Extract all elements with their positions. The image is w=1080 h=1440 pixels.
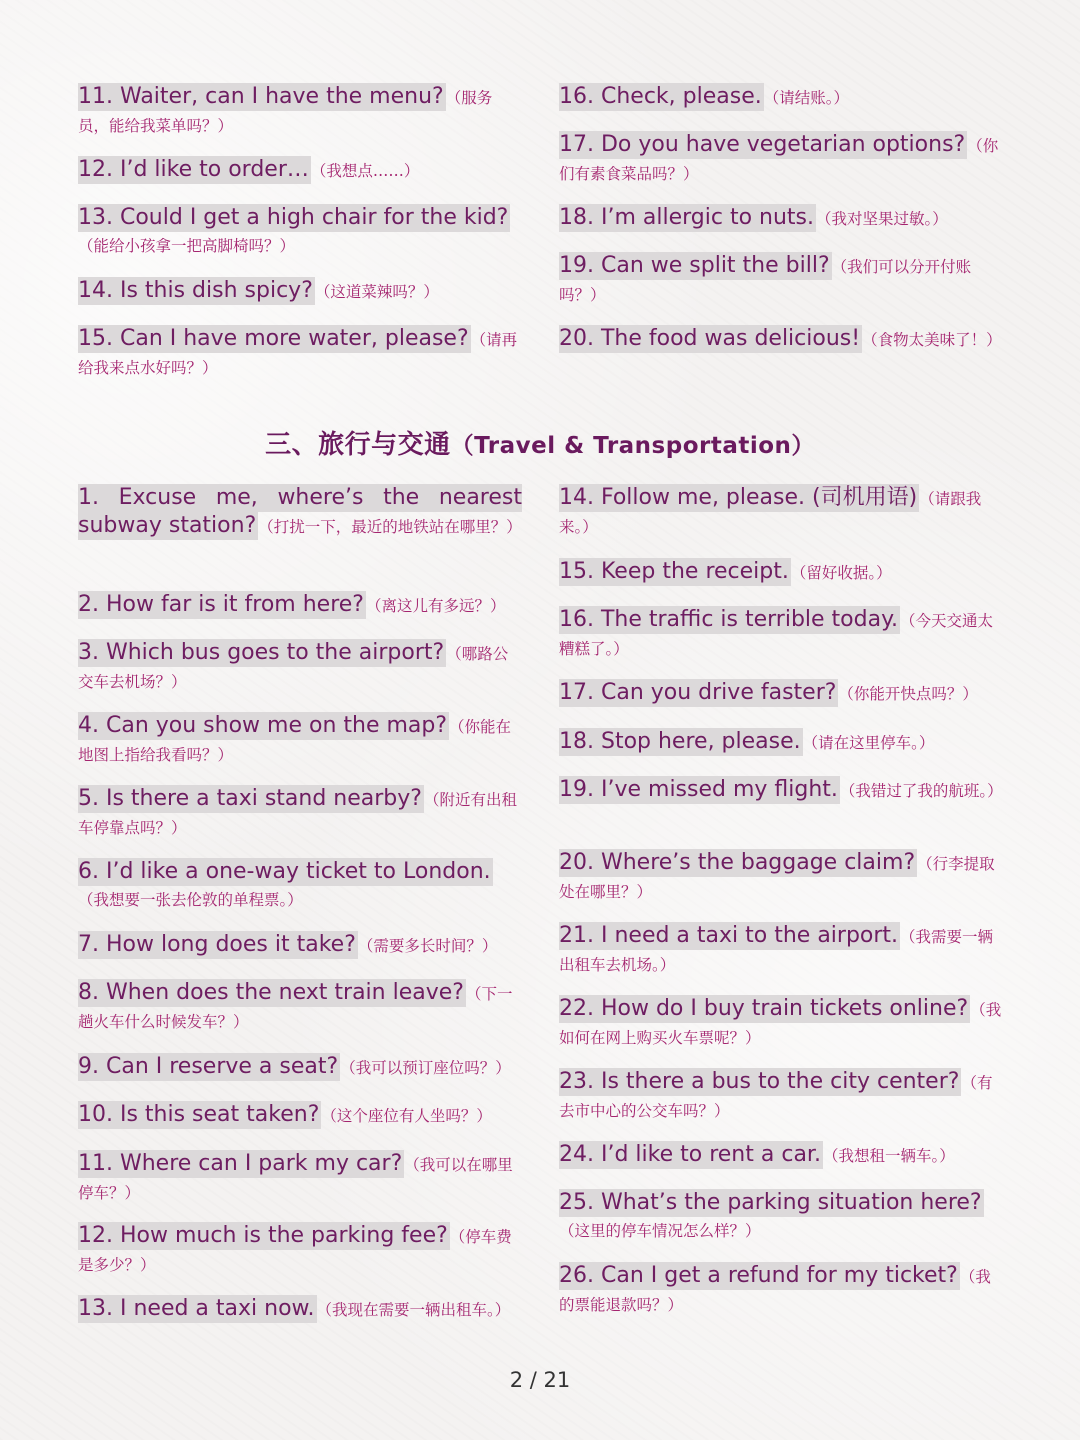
- phrase-entry: [78, 83, 522, 140]
- phrase-entry: [559, 728, 1003, 757]
- phrase-english: 14. Follow me, please. (司机用语): [559, 485, 918, 510]
- phrase-english: 17. Can you drive faster?: [559, 680, 837, 705]
- phrase-entry: [559, 204, 1003, 233]
- phrase-entry: [78, 1101, 522, 1130]
- phrase-entry: [78, 931, 522, 960]
- phrase-english: 6. I’d like a one-way ticket to London.: [78, 859, 491, 884]
- phrase-entry: [78, 712, 522, 769]
- phrase-chinese: （你能在地图上指给我看吗？）: [78, 718, 512, 764]
- phrase-entry: [559, 484, 1003, 541]
- phrase-english: 12. How much is the parking fee?: [78, 1223, 448, 1248]
- phrase-chinese: （能给小孩拿一把高脚椅吗？）: [78, 237, 296, 255]
- phrase-english: 18. Stop here, please.: [559, 729, 801, 754]
- phrase-english: 16. Check, please.: [559, 84, 762, 109]
- phrase-chinese: （我对坚果过敏。）: [816, 210, 948, 228]
- phrase-english: 26. Can I get a refund for my ticket?: [559, 1263, 958, 1288]
- section-heading: [0, 424, 1080, 461]
- phrase-english: 13. Could I get a high chair for the kid?: [78, 205, 509, 230]
- phrase-entry: [78, 1053, 522, 1082]
- phrase-english: 20. The food was delicious!: [559, 326, 861, 351]
- phrase-entry: [78, 639, 522, 696]
- phrase-entry: [559, 606, 1003, 663]
- phrase-entry: [78, 785, 522, 842]
- phrase-entry: [559, 922, 1003, 979]
- phrase-english: 17. Do you have vegetarian options?: [559, 132, 966, 157]
- phrase-english: 24. I’d like to rent a car.: [559, 1142, 821, 1167]
- phrase-chinese: （附近有出租车停靠点吗？）: [78, 791, 517, 837]
- phrase-english: 12. I’d like to order…: [78, 157, 309, 182]
- phrase-chinese: （我现在需要一辆出租车。）: [316, 1301, 511, 1319]
- phrase-english: 1. Excuse me, where’s the nearest subway station?: [78, 485, 522, 538]
- phrase-chinese: （我需要一辆出租车去机场。）: [559, 928, 994, 974]
- phrase-entry: [78, 858, 522, 914]
- phrase-chinese: （停车费是多少？）: [78, 1228, 512, 1274]
- phrase-chinese: （这道菜辣吗？）: [314, 283, 439, 301]
- phrase-chinese: （我可以在哪里停车？）: [78, 1156, 513, 1202]
- phrase-chinese: （留好收据。）: [790, 564, 892, 582]
- phrase-chinese: （我们可以分开付账吗？）: [559, 258, 972, 304]
- section-heading-chinese: 三、旅行与交通: [265, 430, 451, 460]
- phrase-entry: [559, 995, 1003, 1052]
- phrase-english: 10. Is this seat taken?: [78, 1102, 320, 1127]
- phrase-chinese: （请再给我来点水好吗？）: [78, 331, 518, 377]
- phrase-chinese: （我想要一张去伦敦的单程票。）: [78, 891, 303, 909]
- phrase-entry: [559, 849, 1003, 906]
- phrase-english: 4. Can you show me on the map?: [78, 713, 448, 738]
- phrase-english: 15. Can I have more water, please?: [78, 326, 469, 351]
- section-heading-english: （Travel & Transportation）: [450, 433, 815, 459]
- phrase-chinese: （请跟我来。）: [559, 490, 982, 536]
- phrase-english: 13. I need a taxi now.: [78, 1296, 315, 1321]
- phrase-english: 3. Which bus goes to the airport?: [78, 640, 445, 665]
- phrase-chinese: （打扰一下，最近的地铁站在哪里？）: [258, 518, 522, 536]
- phrase-chinese: （我的票能退款吗？）: [559, 1268, 991, 1314]
- phrase-entry: [559, 252, 1003, 309]
- phrase-chinese: （我错过了我的航班。）: [839, 782, 1003, 800]
- phrase-entry: [559, 131, 1003, 188]
- phrase-entry: [559, 1068, 1003, 1125]
- phrase-chinese: （请结账。）: [763, 89, 849, 107]
- phrase-entry: [559, 558, 1003, 587]
- phrase-entry: [559, 1189, 1003, 1245]
- phrase-entry: [78, 156, 522, 185]
- phrase-english: 11. Where can I park my car?: [78, 1151, 403, 1176]
- phrase-english: 7. How long does it take?: [78, 932, 356, 957]
- phrase-chinese: （有去市中心的公交车吗？）: [559, 1074, 993, 1120]
- phrase-chinese: （我想点……）: [310, 162, 420, 180]
- phrase-chinese: （今天交通太糟糕了。）: [559, 612, 993, 658]
- phrase-entry: [78, 1150, 522, 1207]
- phrase-english: 14. Is this dish spicy?: [78, 278, 313, 303]
- phrase-entry: [78, 591, 522, 620]
- phrase-entry: [78, 1295, 522, 1324]
- phrase-entry: [78, 325, 522, 382]
- phrase-chinese: （离这儿有多远？）: [365, 597, 506, 615]
- phrase-chinese: （食物太美味了！）: [862, 331, 1002, 349]
- phrase-english: 8. When does the next train leave?: [78, 980, 464, 1005]
- phrase-english: 19. Can we split the bill?: [559, 253, 830, 278]
- phrase-entry: [78, 979, 522, 1036]
- phrase-chinese: （你们有素食菜品吗？）: [559, 137, 999, 183]
- phrase-chinese: （这个座位有人坐吗？）: [321, 1107, 492, 1125]
- phrase-english: 15. Keep the receipt.: [559, 559, 789, 584]
- phrase-entry: [559, 325, 1003, 354]
- phrase-english: 25. What’s the parking situation here?: [559, 1190, 982, 1215]
- phrase-english: 20. Where’s the baggage claim?: [559, 850, 916, 875]
- phrase-chinese: （需要多长时间？）: [357, 937, 498, 955]
- phrase-english: 9. Can I reserve a seat?: [78, 1054, 339, 1079]
- phrase-english: 22. How do I buy train tickets online?: [559, 996, 969, 1021]
- phrase-entry: [559, 1262, 1003, 1319]
- phrase-entry: [559, 679, 1003, 708]
- phrase-entry: [559, 83, 1003, 112]
- page-indicator: 2 / 21: [509, 1368, 571, 1392]
- phrase-entry: [559, 776, 1003, 805]
- phrase-chinese: （行李提取处在哪里？）: [559, 855, 995, 901]
- phrase-chinese: （哪路公交车去机场？）: [78, 645, 509, 691]
- phrase-english: 21. I need a taxi to the airport.: [559, 923, 899, 948]
- phrase-english: 19. I’ve missed my flight.: [559, 777, 838, 802]
- phrase-english: 23. Is there a bus to the city center?: [559, 1069, 960, 1094]
- phrase-chinese: （下一趟火车什么时候发车？）: [78, 985, 513, 1031]
- phrase-chinese: （这里的停车情况怎么样？）: [559, 1222, 761, 1240]
- phrase-chinese: （服务员，能给我菜单吗？）: [78, 89, 493, 135]
- phrase-english: 2. How far is it from here?: [78, 592, 364, 617]
- phrase-english: 18. I’m allergic to nuts.: [559, 205, 814, 230]
- phrase-chinese: （请在这里停车。）: [802, 734, 935, 752]
- phrase-entry: [78, 204, 522, 260]
- phrase-chinese: （我想租一辆车。）: [822, 1147, 955, 1165]
- phrase-chinese: （我如何在网上购买火车票呢？）: [559, 1001, 1002, 1047]
- phrase-entry: [78, 484, 522, 541]
- phrase-entry: [78, 277, 522, 306]
- phrase-chinese: （我可以预订座位吗？）: [340, 1059, 511, 1077]
- phrase-english: 16. The traffic is terrible today.: [559, 607, 898, 632]
- phrase-chinese: （你能开快点吗？）: [838, 685, 978, 703]
- phrase-entry: [559, 1141, 1003, 1170]
- phrase-entry: [78, 1222, 522, 1279]
- phrase-english: 5. Is there a taxi stand nearby?: [78, 786, 422, 811]
- phrase-english: 11. Waiter, can I have the menu?: [78, 84, 444, 109]
